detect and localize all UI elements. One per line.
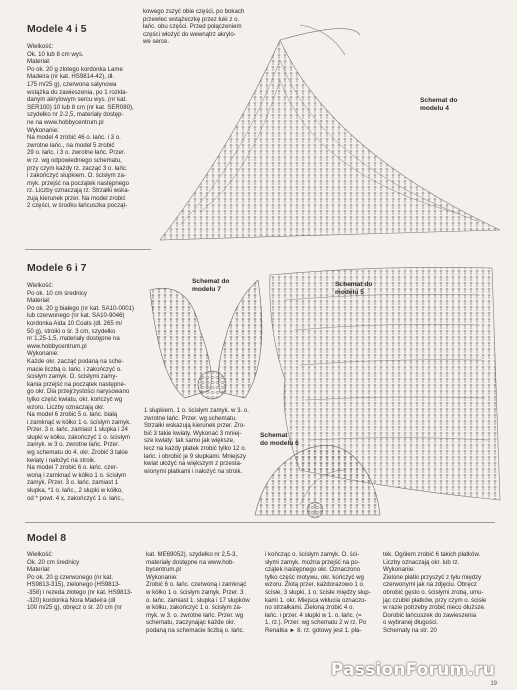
section-body-model-8-col4: tek. Ogółem zrobić 6 takich płatków. Liczby oznaczają okr. lub rz. Wykonanie: Zielone płatki przyszyć z tyłu między czerwonymi jak na zdjęciu. Obręcz obrobić gęsto o. ścisłymi zrobą, umu- jąc czubki płatków, przy czym o. ścisłe w razie potrzeby zrobić nieco dłuższe. Dorobić łańcuszek do zawieszenia o wybranej długości. Schematy na str. 20: [383, 551, 487, 634]
page-number: 19: [490, 681, 497, 687]
section-title-models-4-5: Modele 4 i 5: [27, 23, 87, 35]
diagram-model-7: [150, 280, 262, 399]
diagram-label-model-5: Schemat do modelu 5: [335, 281, 373, 296]
diagram-label-model-7: Schemat do modelu 7: [192, 278, 230, 293]
section-title-model-8: Model 8: [27, 532, 67, 544]
section-body-model-8-col2: kat. ME69052), szydełko nr 2,5-3, materiały dostępne na www.hob- bycentrum.pl Wykonanie: Zrobić 6 o. łańc. czerwoną i zamknąć w kółko 1 o. ścisłym zamyk. Przer. 3 o. łańc. zamiast 1. słupka i 17 słupków w kółku, zakończyć 1 o. ścisłym za- myk. w 3. o. zwrotne łańc. Przer. wg schematu, zaczynając każde okr. podaną na schemacie liczbą o. łańc.: [146, 551, 250, 634]
section-body-models-6-7-cont: 1 słupkiem, 1 o. ścisłym zamyk. w 3. o. zwrotne łańc. Przer. wg schematu. Strzałki wskazują kierunek przer. Zro- bić 3 takie kwiaty. Wykonać 3 mniej- sze kwiaty: tak samo jak większe, lecz na każdy płatek zrobić tylko 12 o. łańc. i obrobić je 9 słupkami. Mniejszy kwiat ułożyć na większym z przesta- wionymi płatkami i nałożyć na stroik.: [144, 407, 249, 475]
diagram-label-model-6: Schemat do modelu 6: [260, 432, 299, 447]
diagram-label-model-4: Schemat do modelu 4: [420, 97, 458, 112]
section-body-models-4-5: Wielkość: Ok. 10 lub 8 cm wys. Materiał: Po ok. 20 g złotego kordonka Lame Madeira (nr kat. HS9814-42), dł. 175 m/25 g), czerwona satynowa wstążka do zawieszenia, po 1 rozkła- danym akrylowym sercu wys. (nr kat. SER100) 10 lub 8 cm (nr kat. SER080), szydełko nr 2-2,5, materiały dostęp- ne na www.hobbycentrum.pl Wykonanie: Na model 4 zrobić 46 o. łańc. i 3 o. zwrotne łańc., na model 5 zrobić 29 o. łańc. i 3 o. zwrotne łańc. Przer. w rz. wg odpowiedniego schematu, przy czym każdy rz. zacząć 3 o. łańc. i zakończyć słupkiem. O. ścisłym za- myk. przejść na początek następnego rz. Liczby oznaczają rz. Strzałki wska- zują kierunek przer. Na model zrobić 2 części, w środku łańcuszka począt-: [27, 43, 134, 210]
section-body-models-6-7: Wielkość: Po ok. 10 cm średnicy Materiał: Po ok. 20 g białego (nr kat. SA10-0001) lub czerwonego (nr kat. SA10-9046) kordonka Aida 10 Coats (dł. 265 m/ 50 g), stroiki o śr. 3 cm, szydełko nr 1,25-1,5, materiały dostępne na www.hobbycentrum.pl Wykonanie: Każde okr. zacząć podaną na sche- macie liczbą o. łańc. i zakończyć o. ścisłym zamyk. O. ścisłymi zamy- kania przejść na początek następne- go okr. Dla przejrzystości narysowano tylko część kwiatu, okr. kończyć wg wzoru. Liczby oznaczają okr. Na model 6 zrobić 5 o. łańc. białą i zamknąć w kółko 1 o. ścisłym zamyk. Przer. 3 o. łańc. zamiast 1 słupka i 24 słupki w kółku, zakończyć 1 o. ścisłym zamyk. w 3 o. zwrotne łańc. Przer. wg schematu do 4. okr. Zrobić 3 takie kwiaty i nałożyć na stroik. Na model 7 zrobić 6 o. łańc. czer- woną i zamknąć w kółko 1 o. ścisłym zamyk. Przer. 3 o. łańc. zamiast 1 słupka, *1 o. łańc., 2 słupki w kółko, od * powt. 4 x, zakończyć 1 o. łańc.,: [27, 282, 135, 502]
section-body-models-4-5-cont: kowego zszyć obie części, po bokach przewlec wstążeczkę przez łuki z o. łańc. obu części. Przed połączeniem części włożyć do wewnątrz akrylo- we serce.: [143, 8, 245, 46]
section-body-model-8-col1: Wielkość: Ok. 20 cm średnicy Materiał: Po ok. 20 g czerwonego (nr kat. HS9813-315), zielonego (HS9813- -358) i rezeda złotego (nr kat. HS9813- -320) kordonka Nora Madeira (dł 100 m/25 g), obręcz o śr. 20 cm (nr: [27, 551, 133, 612]
section-body-model-8-col3: i kończąc o. ścisłym zamyk. O. ści- słymi zamyk. można przejść na po- czątek następnego okr. Oznaczono tylko część motywu, okr. kończyć wg wzoru. Złotą przer. każdorazowo 1 o. ścisłe, 3 słupki, 1 o. ścisłe między słup- kami 1. okr. Miejsca wkłucia oznaczo- no strzałkami. Zieloną zrobić 4 o. łańc. i przer. 4 słupki w 1. o. łańc. (= 1. rz.). Przer. wg schematu 2 w rz. Po Renatka ► 8. rz. gotowy jest 1. pła-: [265, 551, 371, 634]
section-title-models-6-7: Modele 6 i 7: [27, 262, 87, 274]
diagram-model-4: [160, 25, 500, 240]
watermark: PassionForum.ru: [330, 660, 495, 680]
